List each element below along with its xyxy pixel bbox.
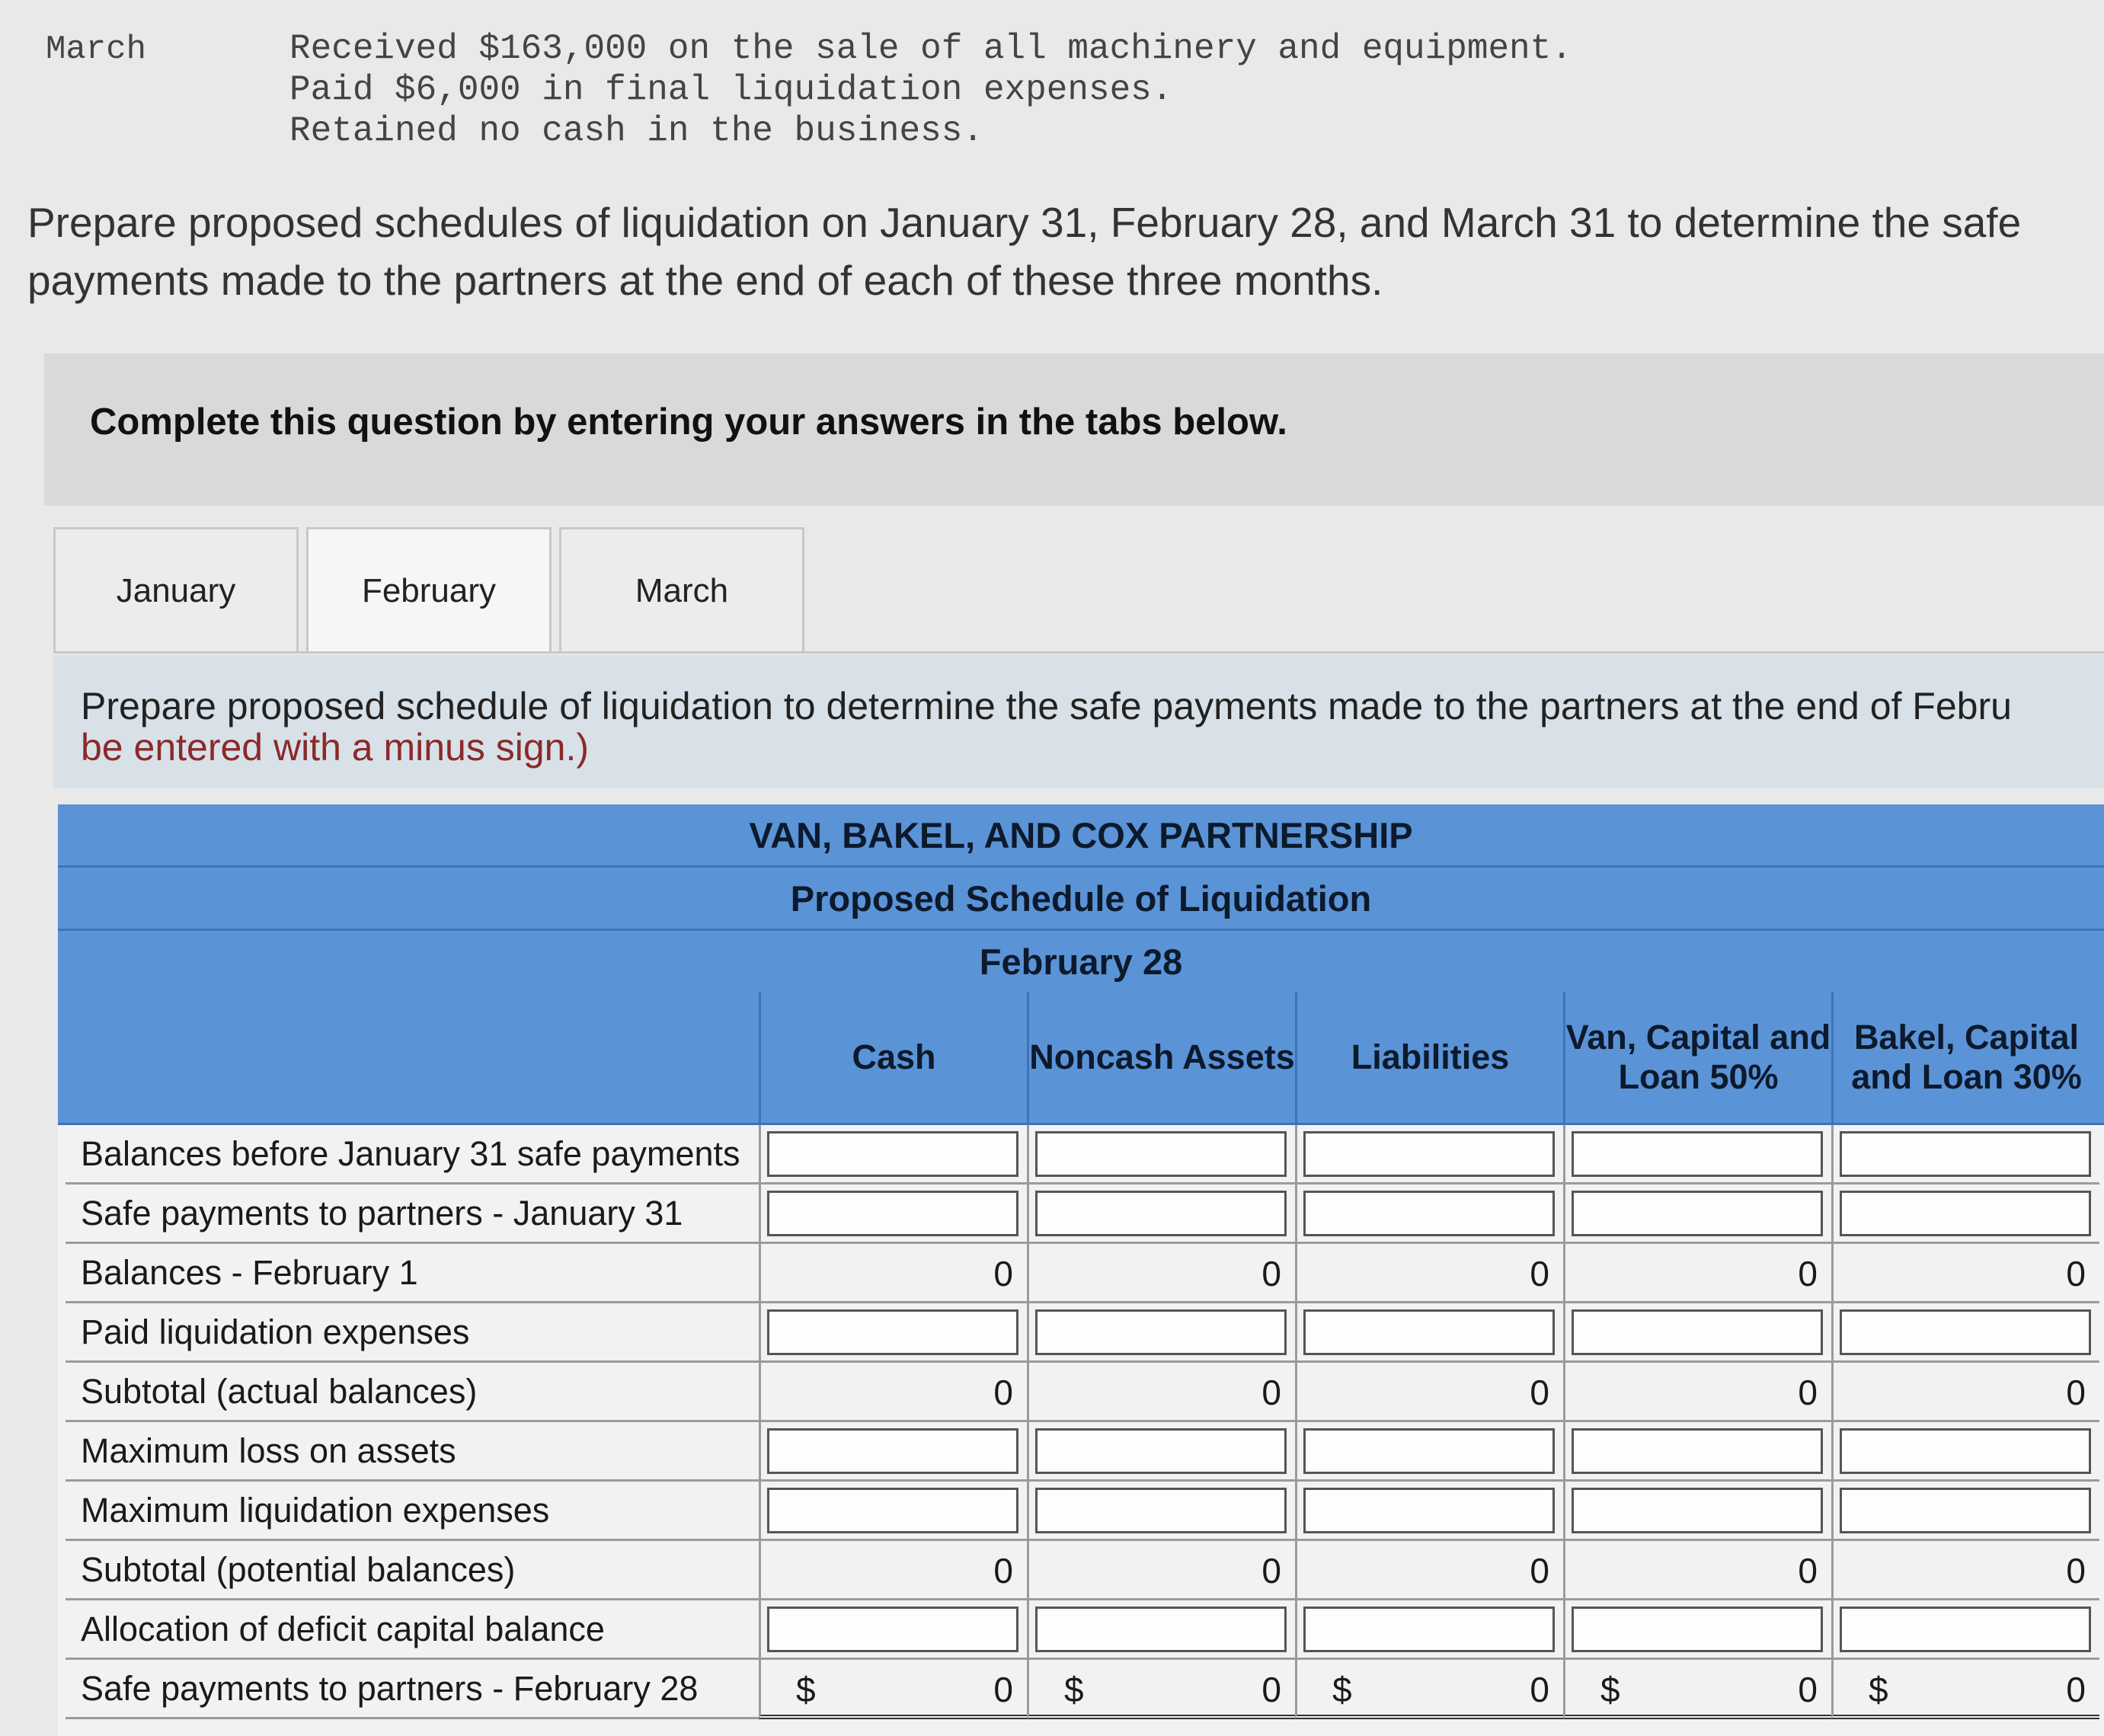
- cell-noncash-assets[interactable]: [1027, 1422, 1295, 1482]
- row-label: Paid liquidation expenses: [66, 1303, 759, 1363]
- cell-noncash-assets[interactable]: [1027, 1600, 1295, 1660]
- cell-value: 0: [1261, 1373, 1281, 1412]
- van-capital-input[interactable]: [1572, 1191, 1823, 1236]
- banner-text: Complete this question by entering your answers in the tabs below.: [90, 401, 1287, 443]
- noncash-assets-input[interactable]: [1035, 1428, 1287, 1474]
- cell-van-capital: [1563, 1363, 1831, 1422]
- cell-value: 0: [1530, 1670, 1549, 1709]
- row-label: Safe payments to partners - January 31: [66, 1185, 759, 1244]
- cell-value: 0: [2066, 1551, 2086, 1591]
- instructions-banner: [44, 353, 2104, 506]
- cell-liabilities[interactable]: [1295, 1422, 1563, 1482]
- liabilities-input[interactable]: [1303, 1131, 1555, 1177]
- cell-bakel-capital[interactable]: [1831, 1600, 2099, 1660]
- cell-bakel-capital: [1831, 1541, 2099, 1600]
- problem-instruction-line: Prepare proposed schedules of liquidation on January 31, February 28, and March 31 to determine the safe: [27, 199, 2022, 246]
- van-capital-input[interactable]: [1572, 1131, 1823, 1177]
- liabilities-input[interactable]: [1303, 1309, 1555, 1355]
- liabilities-input[interactable]: [1303, 1488, 1555, 1533]
- cell-bakel-capital[interactable]: [1831, 1482, 2099, 1541]
- cell-value: 0: [1261, 1670, 1281, 1709]
- bakel-capital-input[interactable]: [1840, 1607, 2091, 1652]
- cell-liabilities[interactable]: [1295, 1125, 1563, 1185]
- table-row: [58, 1185, 2104, 1244]
- cell-cash[interactable]: [759, 1422, 1027, 1482]
- problem-event-line: Retained no cash in the business.: [289, 111, 983, 151]
- cell-noncash-assets: [1027, 1244, 1295, 1303]
- column-header-row: [58, 992, 2104, 1125]
- cell-van-capital[interactable]: [1563, 1303, 1831, 1363]
- cell-cash[interactable]: [759, 1600, 1027, 1660]
- bakel-capital-input[interactable]: [1840, 1131, 2091, 1177]
- cell-value: 0: [993, 1254, 1013, 1293]
- table-row: [58, 1482, 2104, 1541]
- cell-cash: [759, 1541, 1027, 1600]
- table-row: [58, 1244, 2104, 1303]
- schedule-title: VAN, BAKEL, AND COX PARTNERSHIP: [58, 804, 2104, 868]
- problem-event-line: Paid $6,000 in final liquidation expenses.: [289, 70, 1173, 110]
- cell-cash: [759, 1660, 1027, 1719]
- column-header-bakel-capital: Bakel, Capital and Loan 30%: [1831, 992, 2099, 1123]
- liabilities-input[interactable]: [1303, 1607, 1555, 1652]
- cell-noncash-assets: [1027, 1660, 1295, 1719]
- cell-van-capital: [1563, 1244, 1831, 1303]
- cell-bakel-capital: [1831, 1244, 2099, 1303]
- cell-liabilities[interactable]: [1295, 1185, 1563, 1244]
- cell-noncash-assets[interactable]: [1027, 1125, 1295, 1185]
- liquidation-schedule: [58, 804, 2104, 1736]
- cell-value: 0: [2066, 1670, 2086, 1709]
- cell-van-capital[interactable]: [1563, 1422, 1831, 1482]
- column-header-van-capital: Van, Capital and Loan 50%: [1563, 992, 1831, 1123]
- cell-noncash-assets[interactable]: [1027, 1482, 1295, 1541]
- tab-divider: [53, 651, 2104, 654]
- cell-value: 0: [1798, 1254, 1818, 1293]
- bakel-capital-input[interactable]: [1840, 1488, 2091, 1533]
- cell-value: 0: [2066, 1254, 2086, 1293]
- bakel-capital-input[interactable]: [1840, 1191, 2091, 1236]
- cell-bakel-capital[interactable]: [1831, 1422, 2099, 1482]
- table-row: [58, 1660, 2104, 1719]
- tab-instruction-text: Prepare proposed schedule of liquidation to determine the safe payments made to the partners at the end of Febru: [81, 685, 2012, 727]
- cell-value: 0: [1530, 1254, 1549, 1293]
- liabilities-input[interactable]: [1303, 1428, 1555, 1474]
- cell-van-capital: [1563, 1660, 1831, 1719]
- cell-liabilities: [1295, 1363, 1563, 1422]
- noncash-assets-input[interactable]: [1035, 1131, 1287, 1177]
- van-capital-input[interactable]: [1572, 1309, 1823, 1355]
- cell-bakel-capital: [1831, 1363, 2099, 1422]
- tab-instruction-note: be entered with a minus sign.): [81, 726, 590, 769]
- problem-instruction: [27, 193, 2084, 309]
- table-row: [58, 1125, 2104, 1185]
- cell-cash[interactable]: [759, 1125, 1027, 1185]
- schedule-subtitle: Proposed Schedule of Liquidation: [58, 868, 2104, 931]
- cell-cash[interactable]: [759, 1482, 1027, 1541]
- cell-value: 0: [993, 1373, 1013, 1412]
- column-header-noncash-assets: Noncash Assets: [1027, 992, 1295, 1123]
- cash-input[interactable]: [767, 1191, 1018, 1236]
- row-label: Maximum liquidation expenses: [66, 1482, 759, 1541]
- problem-month-label: March: [46, 30, 147, 69]
- cell-value: 0: [1261, 1254, 1281, 1293]
- row-label: Subtotal (potential balances): [66, 1541, 759, 1600]
- cell-cash: [759, 1363, 1027, 1422]
- cell-noncash-assets[interactable]: [1027, 1303, 1295, 1363]
- tab-instruction-panel: [53, 655, 2104, 788]
- liabilities-input[interactable]: [1303, 1191, 1555, 1236]
- cell-value: 0: [1530, 1551, 1549, 1591]
- table-row: [58, 1600, 2104, 1660]
- cell-value: 0: [993, 1551, 1013, 1591]
- problem-instruction-line: payments made to the partners at the end of each of these three months.: [27, 257, 1383, 304]
- cell-noncash-assets: [1027, 1363, 1295, 1422]
- noncash-assets-input[interactable]: [1035, 1309, 1287, 1355]
- cell-value: 0: [1798, 1670, 1818, 1709]
- tab-march[interactable]: March: [559, 527, 804, 653]
- cell-van-capital[interactable]: [1563, 1185, 1831, 1244]
- table-row: [58, 1303, 2104, 1363]
- bakel-capital-input[interactable]: [1840, 1309, 2091, 1355]
- cell-value: 0: [1530, 1373, 1549, 1412]
- van-capital-input[interactable]: [1572, 1488, 1823, 1533]
- van-capital-input[interactable]: [1572, 1607, 1823, 1652]
- cell-liabilities: [1295, 1541, 1563, 1600]
- tab-january[interactable]: January: [53, 527, 299, 653]
- table-row: [58, 1363, 2104, 1422]
- column-header-liabilities: Liabilities: [1295, 992, 1563, 1123]
- cell-cash[interactable]: [759, 1303, 1027, 1363]
- cell-van-capital: [1563, 1541, 1831, 1600]
- cell-bakel-capital: [1831, 1660, 2099, 1719]
- cell-value: 0: [1261, 1551, 1281, 1591]
- row-label: Balances before January 31 safe payments: [66, 1125, 759, 1185]
- table-row: [58, 1422, 2104, 1482]
- cell-value: 0: [1798, 1373, 1818, 1412]
- cell-cash[interactable]: [759, 1185, 1027, 1244]
- currency-symbol: $: [1869, 1670, 1888, 1709]
- currency-symbol: $: [1064, 1670, 1084, 1709]
- cash-input[interactable]: [767, 1309, 1018, 1355]
- cash-input[interactable]: [767, 1607, 1018, 1652]
- cell-liabilities[interactable]: [1295, 1600, 1563, 1660]
- cell-liabilities: [1295, 1244, 1563, 1303]
- cash-input[interactable]: [767, 1131, 1018, 1177]
- cell-value: 0: [993, 1670, 1013, 1709]
- currency-symbol: $: [1332, 1670, 1352, 1709]
- cell-van-capital[interactable]: [1563, 1482, 1831, 1541]
- column-header-cash: Cash: [759, 992, 1027, 1123]
- cash-input[interactable]: [767, 1428, 1018, 1474]
- noncash-assets-input[interactable]: [1035, 1191, 1287, 1236]
- currency-symbol: $: [1600, 1670, 1620, 1709]
- van-capital-input[interactable]: [1572, 1428, 1823, 1474]
- cell-value: 0: [1798, 1551, 1818, 1591]
- noncash-assets-input[interactable]: [1035, 1607, 1287, 1652]
- cash-input[interactable]: [767, 1488, 1018, 1533]
- noncash-assets-input[interactable]: [1035, 1488, 1287, 1533]
- bakel-capital-input[interactable]: [1840, 1428, 2091, 1474]
- row-label: Maximum loss on assets: [66, 1422, 759, 1482]
- cell-van-capital[interactable]: [1563, 1125, 1831, 1185]
- row-label: Allocation of deficit capital balance: [66, 1600, 759, 1660]
- cell-value: 0: [2066, 1373, 2086, 1412]
- cell-noncash-assets[interactable]: [1027, 1185, 1295, 1244]
- cell-van-capital[interactable]: [1563, 1600, 1831, 1660]
- cell-liabilities: [1295, 1660, 1563, 1719]
- cell-cash: [759, 1244, 1027, 1303]
- cell-bakel-capital[interactable]: [1831, 1303, 2099, 1363]
- row-label: Safe payments to partners - February 28: [66, 1660, 759, 1719]
- row-label: Balances - February 1: [66, 1244, 759, 1303]
- cell-bakel-capital[interactable]: [1831, 1185, 2099, 1244]
- schedule-date: February 28: [58, 931, 2104, 994]
- cell-liabilities[interactable]: [1295, 1482, 1563, 1541]
- cell-noncash-assets: [1027, 1541, 1295, 1600]
- table-row: [58, 1541, 2104, 1600]
- problem-event-line: Received $163,000 on the sale of all machinery and equipment.: [289, 29, 1572, 69]
- tab-february[interactable]: February: [306, 527, 552, 653]
- cell-liabilities[interactable]: [1295, 1303, 1563, 1363]
- row-label: Subtotal (actual balances): [66, 1363, 759, 1422]
- currency-symbol: $: [796, 1670, 816, 1709]
- cell-bakel-capital[interactable]: [1831, 1125, 2099, 1185]
